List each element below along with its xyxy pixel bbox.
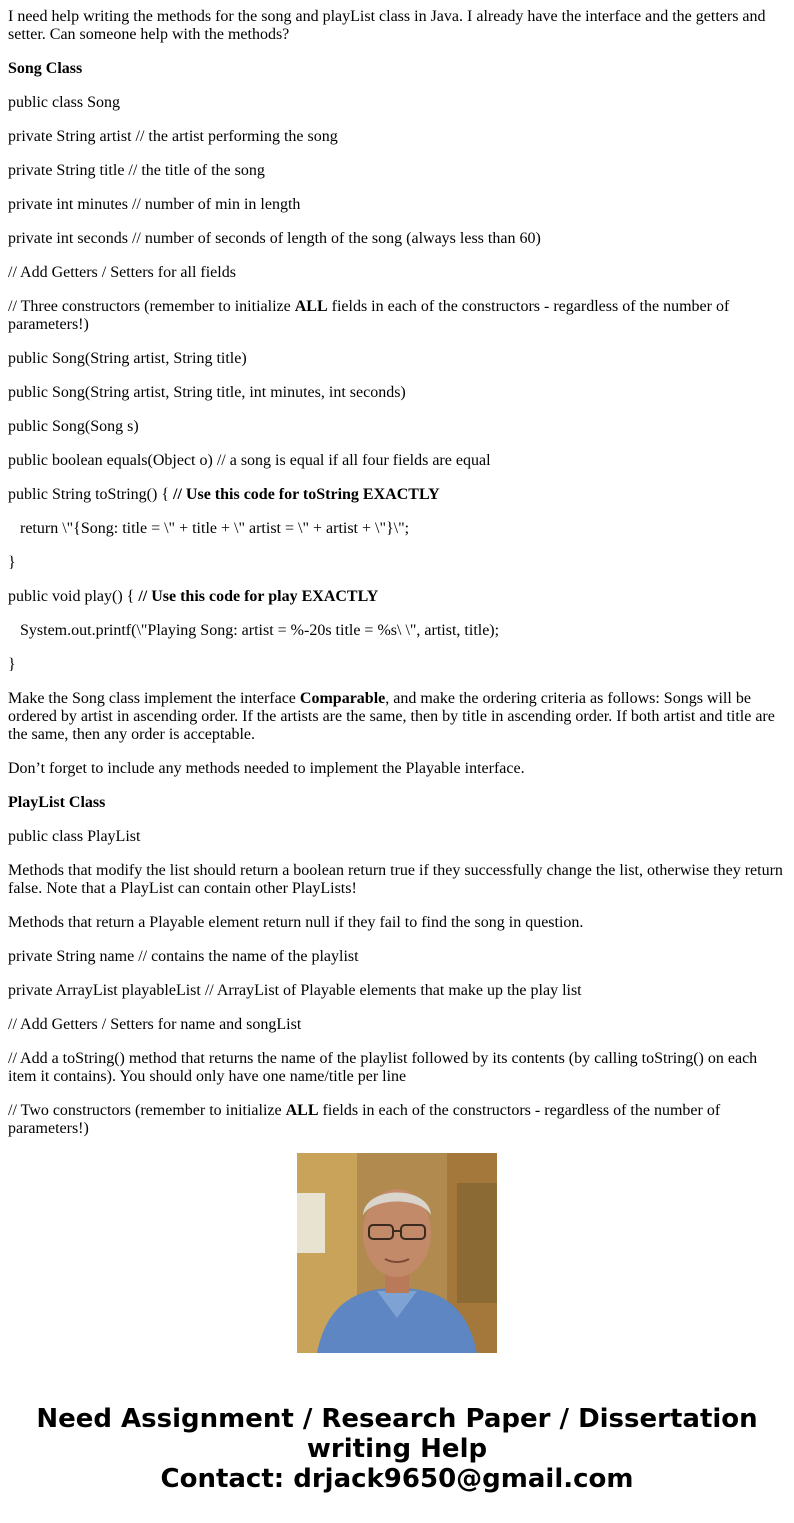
promo-line: writing Help [306, 1434, 488, 1464]
field-artist: private String artist // the artist performing the song [8, 128, 338, 145]
song-class-heading: Song Class [8, 60, 83, 77]
question-text [8, 8, 786, 1137]
constructor-1: public Song(String artist, String title) [8, 350, 247, 367]
field-name: private String name // contains the name of the playlist [8, 948, 359, 965]
field-title: private String title // the title of the song [8, 162, 265, 179]
constructors-note: // Three constructors (remember to initialize ALL fields in each of the constructors - regardless of the number of parameters!) [8, 298, 730, 333]
playlist-class-heading: PlayList Class [8, 794, 106, 811]
field-minutes: private int minutes // number of min in length [8, 196, 301, 213]
modify-methods-note: Methods that modify the list should return a boolean return true if they successfully change the list, otherwise they return false. Note that a PlayList can contain other PlayLists! [8, 862, 783, 897]
promo-banner [0, 1404, 794, 1494]
close-brace: } [8, 656, 16, 673]
equals-signature: public boolean equals(Object o) // a song is equal if all four fields are equal [8, 452, 491, 469]
tutor-photo [297, 1153, 497, 1353]
field-seconds: private int seconds // number of seconds of length of the song (always less than 60) [8, 230, 541, 247]
play-body: System.out.printf(\"Playing Song: artist = %-20s title = %s\ \", artist, title); [20, 622, 500, 639]
playlist-class-declaration: public class PlayList [8, 828, 141, 845]
field-playable-list: private ArrayList playableList // ArrayList of Playable elements that make up the play list [8, 982, 582, 999]
comparable-paragraph: Make the Song class implement the interface Comparable, and make the ordering criteria as follows: Songs will be ordered by artist in ascending order. If the artists are the same, then by title in ascending order. If both artist and title are the same, then any order is acceptable. [8, 690, 775, 743]
getters-setters-note: // Add Getters / Setters for all fields [8, 264, 236, 281]
promo-line: Need Assignment / Research Paper / Dissertation [36, 1404, 758, 1434]
playable-note: Don’t forget to include any methods needed to implement the Playable interface. [8, 760, 525, 777]
constructor-2: public Song(String artist, String title, int minutes, int seconds) [8, 384, 406, 401]
close-brace: } [8, 554, 16, 571]
intro-paragraph: I need help writing the methods for the song and playList class in Java. I already have the interface and the getters and setter. Can someone help with the methods? [8, 8, 766, 43]
tostring-signature: public String toString() { // Use this code for toString EXACTLY [8, 486, 440, 503]
constructor-3: public Song(Song s) [8, 418, 139, 435]
return-null-note: Methods that return a Playable element return null if they fail to find the song in question. [8, 914, 584, 931]
song-class-declaration: public class Song [8, 94, 120, 111]
playlist-getters-setters-note: // Add Getters / Setters for name and songList [8, 1016, 302, 1033]
promo-contact: Contact: drjack9650@gmail.com [160, 1464, 634, 1494]
playlist-tostring-note: // Add a toString() method that returns the name of the playlist followed by its contents (by calling toString() on each item it contains). You should only have one name/title per line [8, 1050, 758, 1085]
tostring-body: return \"{Song: title = \" + title + \" artist = \" + artist + \"}\"; [20, 520, 410, 537]
play-signature: public void play() { // Use this code for play EXACTLY [8, 588, 379, 605]
playlist-constructors-note: // Two constructors (remember to initialize ALL fields in each of the constructors - regardless of the number of parameters!) [8, 1102, 721, 1137]
tutor-portrait-image [297, 1153, 497, 1353]
